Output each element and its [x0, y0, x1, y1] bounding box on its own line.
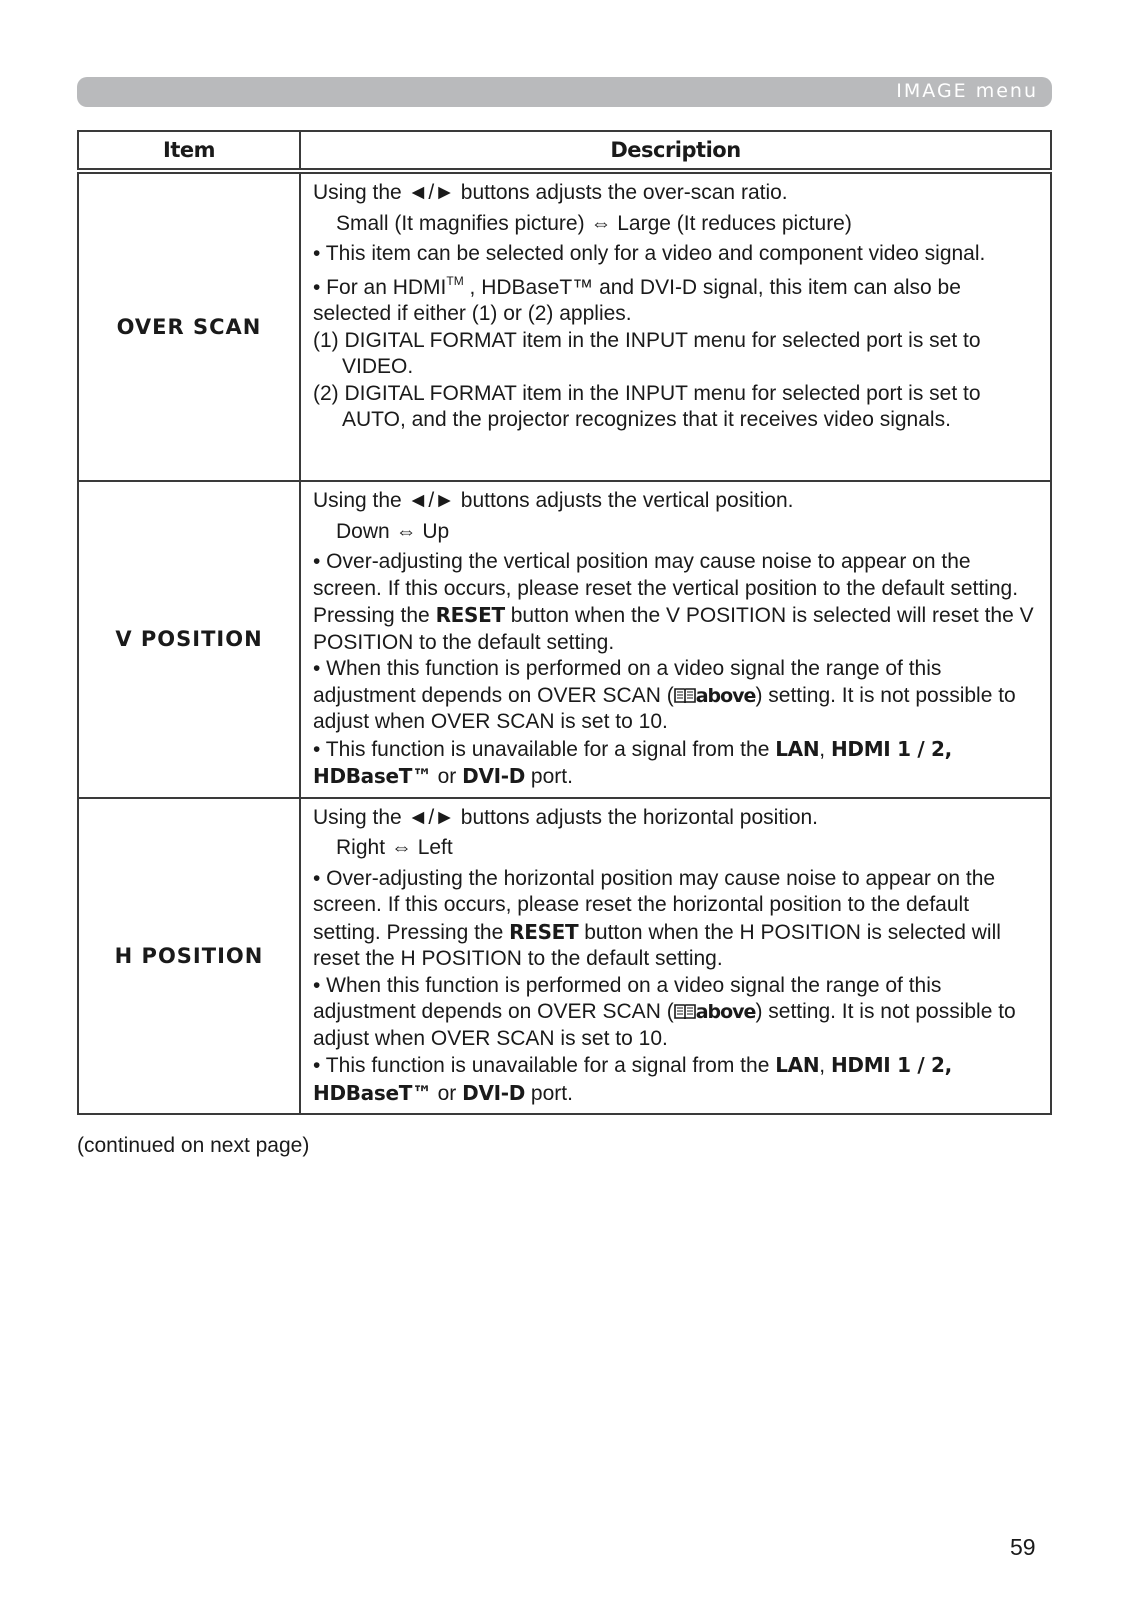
desc-note: [313, 656, 1042, 736]
book-icon: [674, 686, 696, 704]
reset-keyword: RESET: [509, 919, 579, 944]
text: • When this function is performed on a video signal the range of this adjustment depends on OVER SCAN (: [313, 973, 942, 1023]
item-name: OVER SCAN: [78, 171, 300, 481]
reference-link[interactable]: above: [695, 1001, 756, 1023]
column-header-description: Description: [300, 131, 1051, 171]
item-name: H POSITION: [78, 798, 300, 1115]
desc-note: • This item can be selected only for a video and component video signal.: [313, 242, 986, 265]
desc-condition: (2) DIGITAL FORMAT item in the INPUT menu for selected port is set to AUTO, and the projector recognizes that it receives video signals.: [313, 381, 981, 431]
table-row-h-position: [78, 798, 1051, 1115]
port-hdbaset: HDBaseT™: [313, 764, 432, 788]
text: port.: [525, 765, 573, 788]
desc-range: Right ⇔ Left: [336, 836, 453, 859]
book-icon: [674, 1002, 696, 1020]
continued-note: (continued on next page): [77, 1134, 310, 1157]
desc-line: Using the ◄/► buttons adjusts the vertical position.: [313, 489, 794, 512]
section-header-bar: [77, 77, 1052, 107]
table-row-over-scan: [78, 171, 1051, 481]
text: button when the V POSITION is selected will reset the V POSITION to the default setting.: [313, 604, 1034, 654]
item-name: V POSITION: [78, 481, 300, 798]
text: , HDBaseT™ and DVI-D signal, this item can also be selected if either (1) or (2) applies.: [313, 275, 961, 325]
desc-note: [313, 1052, 1042, 1107]
desc-note: [313, 549, 1042, 656]
text: • This function is unavailable for a signal from the: [313, 737, 776, 761]
desc-line: Using the ◄/► buttons adjusts the horizontal position.: [313, 805, 819, 829]
table-row-v-position: [78, 481, 1051, 798]
port-lan: LAN: [775, 1053, 820, 1077]
desc-note: [313, 866, 1042, 973]
text: port.: [525, 1081, 573, 1105]
text: • For an HDMI: [313, 275, 447, 299]
desc-range: Down ⇔ Up: [336, 519, 450, 543]
desc-condition: (1) DIGITAL FORMAT item in the INPUT menu for selected port is set to VIDEO.: [313, 328, 981, 378]
desc-range: Small (It magnifies picture) ⇔ Large (It reduces picture): [336, 211, 852, 235]
desc-note: [313, 736, 1042, 791]
text: or: [431, 765, 463, 788]
image-menu-table: [77, 130, 1052, 1115]
text: • Over-adjusting the vertical position may cause noise to appear on the screen. If this occurs, please reset the vertical position to the default setting. Pressing the: [313, 550, 1019, 627]
port-hdmi: HDMI 1 / 2,: [830, 1053, 952, 1077]
port-dvid: DVI-D: [462, 1080, 526, 1105]
text: • This function is unavailable for a signal from the: [313, 1054, 776, 1077]
text: or: [431, 1081, 463, 1105]
text: • When this function is performed on a video signal the range of this adjustment depends on OVER SCAN (: [313, 657, 942, 707]
item-description: [300, 798, 1051, 1115]
port-hdmi: HDMI 1 / 2,: [830, 736, 952, 761]
section-title: IMAGE menu: [896, 80, 1038, 102]
desc-line: Using the ◄/► buttons adjusts the over-scan ratio.: [313, 181, 788, 204]
reset-keyword: RESET: [435, 603, 505, 627]
page-number: 59: [1010, 1534, 1036, 1560]
port-dvid: DVI-D: [462, 764, 526, 788]
item-description: [300, 481, 1051, 798]
column-header-item: Item: [78, 131, 300, 171]
item-description: [300, 171, 1051, 481]
text: button when the H POSITION is selected will reset the H POSITION to the default setting.: [313, 920, 1001, 970]
trademark-sup: TM: [446, 273, 464, 288]
port-lan: LAN: [775, 736, 820, 761]
reference-link[interactable]: above: [695, 684, 756, 707]
text: ,: [819, 1054, 831, 1077]
text: ) setting. It is not possible to adjust when OVER SCAN is set to 10.: [313, 683, 1016, 733]
text: ,: [819, 737, 831, 761]
desc-note: [313, 268, 1042, 328]
desc-note: [313, 973, 1042, 1053]
text: ) setting. It is not possible to adjust when OVER SCAN is set to 10.: [313, 1000, 1016, 1050]
text: • Over-adjusting the horizontal position may cause noise to appear on the screen. If this occurs, please reset the horizontal position to the default setting. Pressing the: [313, 866, 996, 944]
port-hdbaset: HDBaseT™: [313, 1080, 432, 1105]
table-header-row: [78, 131, 1051, 171]
